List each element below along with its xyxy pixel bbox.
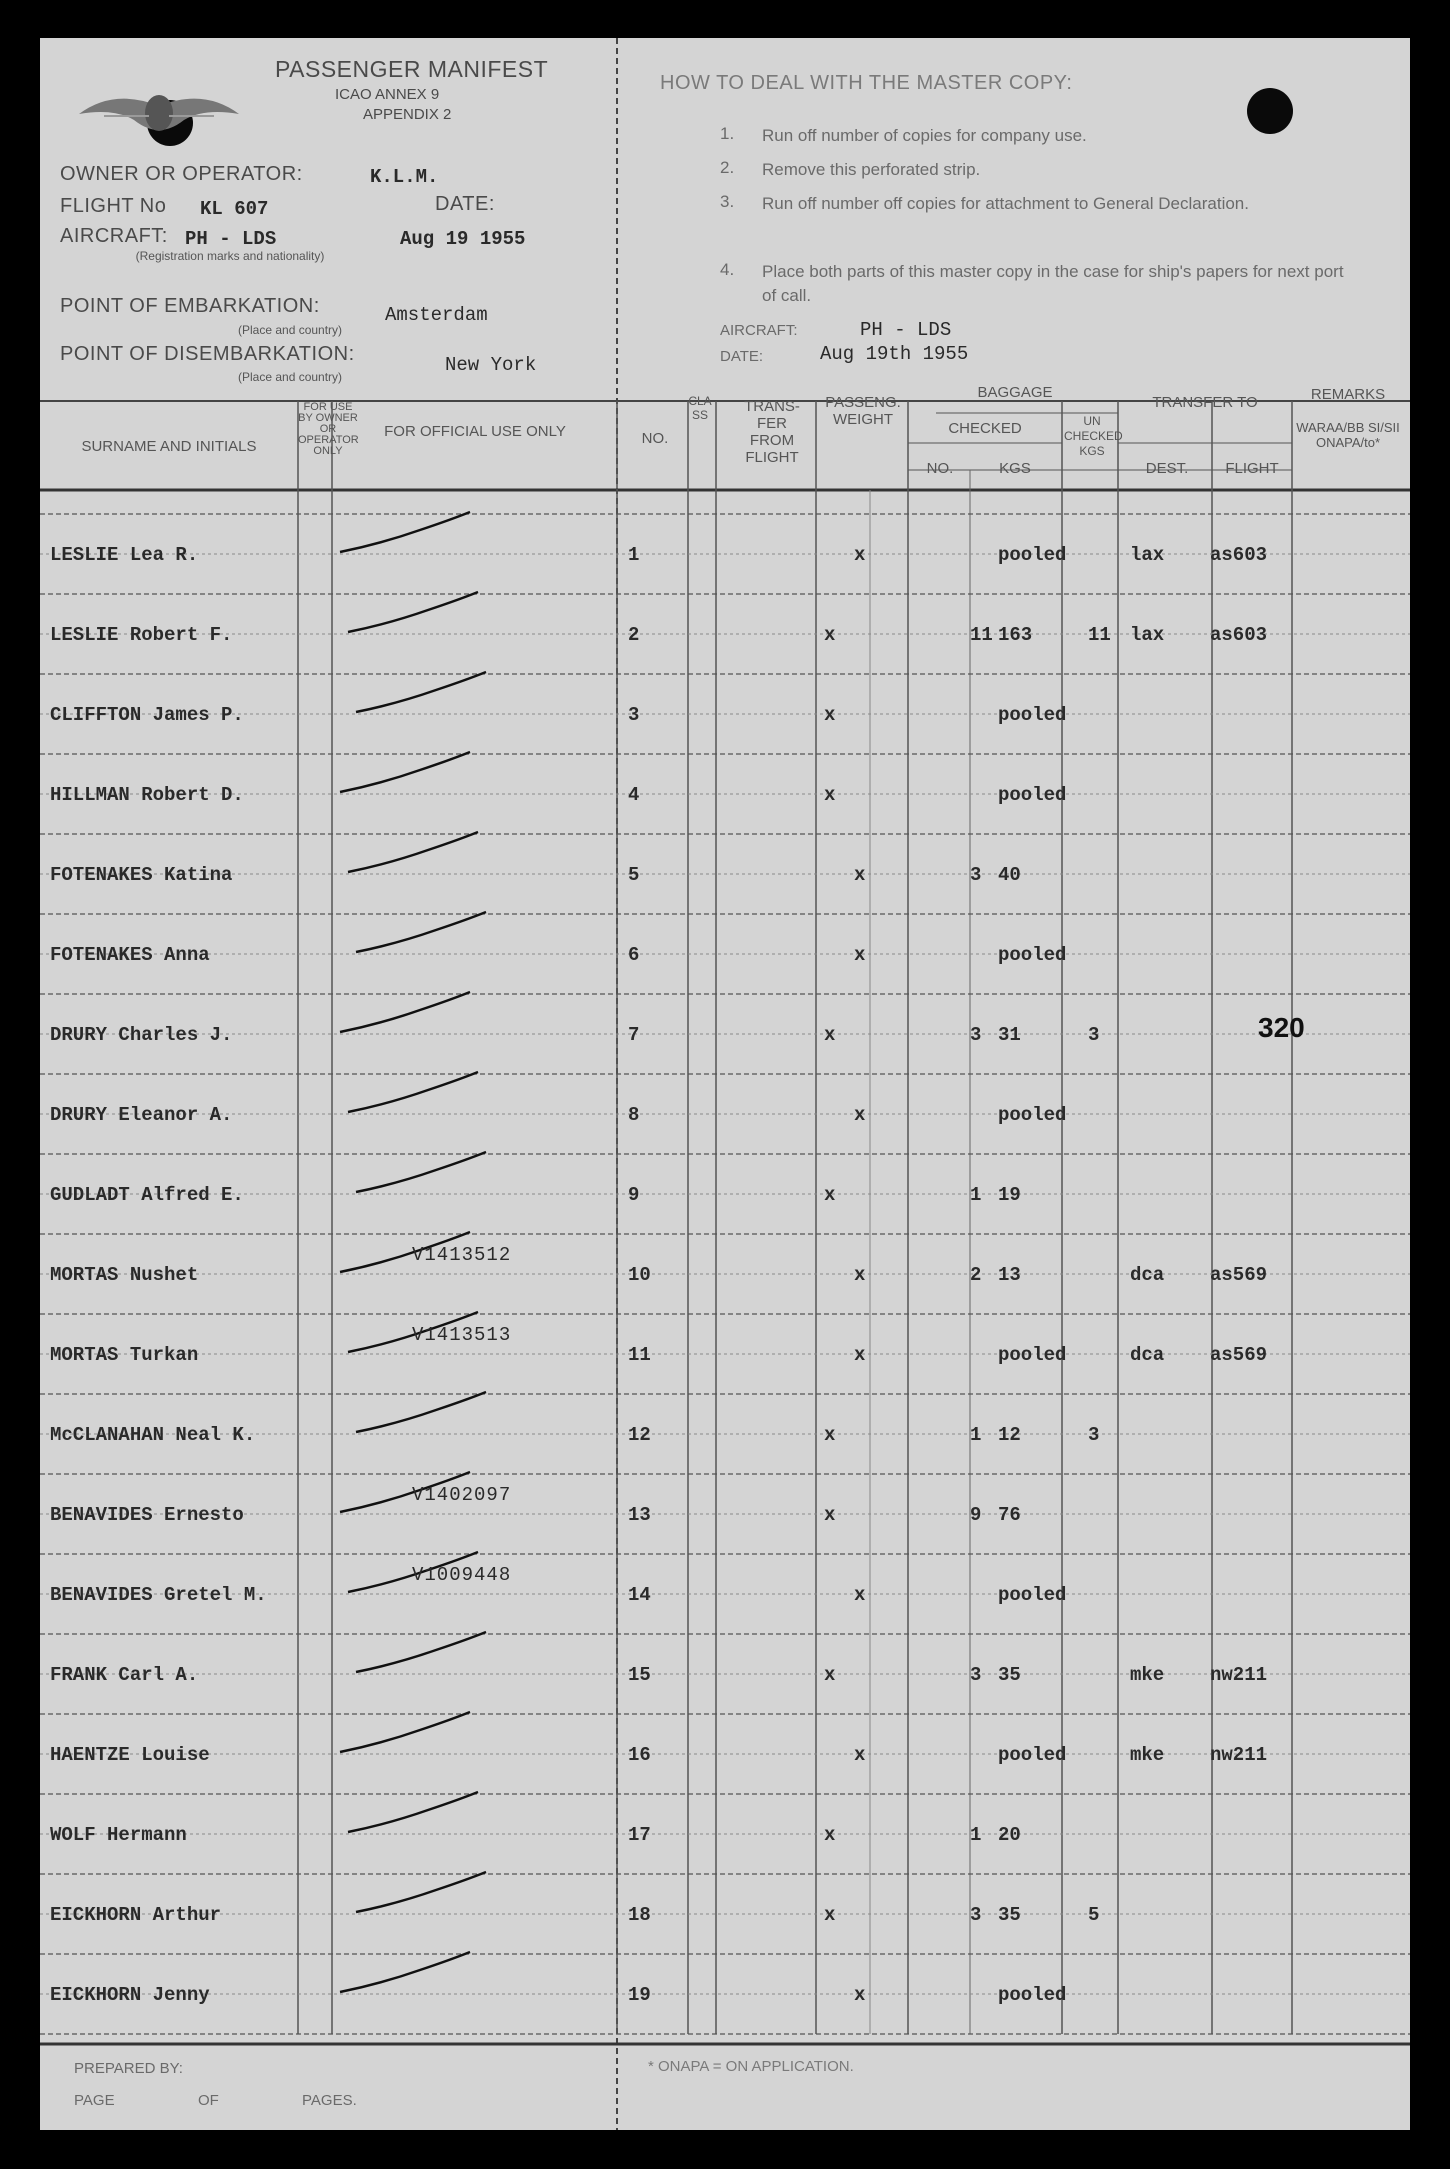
- passenger-name: BENAVIDES Gretel M.: [50, 1584, 267, 1606]
- passenger-number: 19: [628, 1984, 651, 2006]
- passenger-number: 17: [628, 1824, 651, 1846]
- baggage-count: 2: [970, 1264, 982, 1286]
- instr-aircraft-value: PH - LDS: [860, 319, 952, 341]
- passenger-number: 15: [628, 1664, 651, 1686]
- passenger-number: 3: [628, 704, 640, 726]
- unchecked-kgs: 11: [1088, 624, 1111, 646]
- instructions-title: HOW TO DEAL WITH THE MASTER COPY:: [660, 72, 1073, 94]
- passenger-number: 10: [628, 1264, 651, 1286]
- weight-mark-left: x: [824, 1504, 836, 1526]
- baggage-kgs: 13: [998, 1264, 1021, 1286]
- baggage-count: 11: [970, 624, 993, 646]
- weight-mark-left: x: [824, 1024, 836, 1046]
- table-row: [40, 834, 1410, 914]
- form-title: PASSENGER MANIFEST: [275, 56, 549, 82]
- weight-mark-right: x: [854, 864, 866, 886]
- passenger-number: 14: [628, 1584, 651, 1606]
- disembarkation-value: New York: [445, 354, 537, 376]
- baggage-kgs: pooled: [998, 1344, 1067, 1366]
- passenger-name: FOTENAKES Katina: [50, 864, 233, 886]
- baggage-count: 3: [970, 864, 982, 886]
- passenger-name: EICKHORN Arthur: [50, 1904, 222, 1926]
- passenger-name: DRURY Eleanor A.: [50, 1104, 233, 1126]
- table-row: [40, 914, 1410, 994]
- disembarkation-note: (Place and country): [238, 370, 343, 384]
- table-row: [40, 1794, 1410, 1874]
- col-remarks: REMARKS: [1310, 386, 1386, 403]
- col-owner-use: FOR USE BY OWNER OR OPERATOR ONLY: [298, 401, 359, 457]
- col-weight: PASSENG. WEIGHT: [825, 394, 901, 428]
- weight-mark-left: x: [824, 704, 836, 726]
- unchecked-kgs: 3: [1088, 1024, 1100, 1046]
- table-row: [40, 1634, 1410, 1714]
- col-unchecked: UN CHECKED KGS: [1064, 414, 1123, 458]
- instruction-number: 2.: [720, 158, 735, 177]
- passenger-name: DRURY Charles J.: [50, 1024, 233, 1046]
- table-row: [40, 514, 1410, 594]
- passenger-name: LESLIE Lea R.: [50, 544, 199, 566]
- instruction-text: Place both parts of this master copy in the case for ship's papers for next port of call.: [762, 262, 1344, 305]
- weight-mark-right: x: [854, 1584, 866, 1606]
- passenger-name: FOTENAKES Anna: [50, 944, 210, 966]
- baggage-kgs: pooled: [998, 1984, 1067, 2006]
- embarkation-note: (Place and country): [238, 323, 343, 337]
- baggage-kgs: 20: [998, 1824, 1021, 1846]
- weight-mark-right: x: [854, 1264, 866, 1286]
- transfer-flight: as569: [1210, 1264, 1268, 1286]
- baggage-kgs: pooled: [998, 704, 1067, 726]
- aircraft-note: (Registration marks and nationality): [135, 249, 325, 263]
- weight-mark-right: x: [854, 1104, 866, 1126]
- official-use-entry: V1402097: [412, 1484, 512, 1506]
- passenger-name: CLIFFTON James P.: [50, 704, 244, 726]
- instruction-number: 1.: [720, 124, 735, 143]
- baggage-kgs: 12: [998, 1424, 1021, 1446]
- passenger-number: 7: [628, 1024, 640, 1046]
- table-row: [40, 1074, 1410, 1154]
- col-class: CLASS: [688, 394, 712, 422]
- baggage-kgs: pooled: [998, 944, 1067, 966]
- weight-mark-left: x: [824, 1664, 836, 1686]
- passenger-number: 18: [628, 1904, 651, 1926]
- col-dest: DEST.: [1145, 460, 1189, 477]
- transfer-flight: as603: [1210, 624, 1268, 646]
- instr-aircraft-label: AIRCRAFT:: [720, 322, 798, 339]
- weight-mark-right: x: [854, 1744, 866, 1766]
- col-bag-no: NO.: [926, 460, 954, 477]
- unchecked-kgs: 5: [1088, 1904, 1100, 1926]
- col-flight: FLIGHT: [1225, 460, 1279, 477]
- weight-mark-right: x: [854, 1344, 866, 1366]
- aircraft-value: PH - LDS: [185, 228, 277, 250]
- passenger-number: 5: [628, 864, 640, 886]
- official-use-entry: V1413512: [412, 1244, 512, 1266]
- weight-mark-left: x: [824, 784, 836, 806]
- baggage-kgs: 35: [998, 1664, 1021, 1686]
- table-row: [40, 754, 1410, 834]
- passenger-name: LESLIE Robert F.: [50, 624, 233, 646]
- baggage-kgs: pooled: [998, 1104, 1067, 1126]
- baggage-count: 3: [970, 1024, 982, 1046]
- passenger-name: HAENTZE Louise: [50, 1744, 210, 1766]
- transfer-flight: as603: [1210, 544, 1268, 566]
- weight-mark-left: x: [824, 1904, 836, 1926]
- passenger-number: 6: [628, 944, 640, 966]
- baggage-count: 3: [970, 1904, 982, 1926]
- instruction-number: 4.: [720, 260, 735, 279]
- transfer-flight: nw211: [1210, 1664, 1268, 1686]
- embarkation-label: POINT OF EMBARKATION:: [60, 295, 320, 317]
- passenger-name: McCLANAHAN Neal K.: [50, 1424, 256, 1446]
- col-no: NO.: [641, 430, 669, 447]
- col-baggage: BAGGAGE: [977, 384, 1053, 401]
- instruction-text: Remove this perforated strip.: [762, 160, 981, 179]
- passenger-name: WOLF Hermann: [50, 1824, 187, 1846]
- baggage-kgs: pooled: [998, 1744, 1067, 1766]
- aircraft-label: AIRCRAFT:: [60, 225, 168, 247]
- weight-mark-right: x: [854, 544, 866, 566]
- transfer-dest: lax: [1130, 624, 1165, 646]
- instr-date-label: DATE:: [720, 348, 764, 365]
- form-annex: ICAO ANNEX 9: [335, 86, 440, 103]
- owner-value: K.L.M.: [370, 166, 439, 188]
- instruction-text: Run off number of copies for company use.: [762, 126, 1087, 145]
- pages-label: PAGES.: [302, 2092, 357, 2109]
- passenger-number: 9: [628, 1184, 640, 1206]
- disembarkation-label: POINT OF DISEMBARKATION:: [60, 343, 355, 365]
- table-row: [40, 1714, 1410, 1794]
- passenger-name: GUDLADT Alfred E.: [50, 1184, 244, 1206]
- transfer-dest: dca: [1130, 1264, 1165, 1286]
- weight-mark-left: x: [824, 624, 836, 646]
- flight-value: KL 607: [200, 198, 269, 220]
- weight-mark-right: x: [854, 944, 866, 966]
- col-transfer-from: TRANS- FER FROM FLIGHT: [744, 398, 800, 466]
- date-value: Aug 19 1955: [400, 228, 526, 250]
- instruction-text: Run off number off copies for attachment to General Declaration.: [762, 194, 1249, 213]
- baggage-count: 1: [970, 1424, 982, 1446]
- baggage-count: 1: [970, 1824, 982, 1846]
- weight-mark-left: x: [824, 1424, 836, 1446]
- embarkation-value: Amsterdam: [385, 304, 488, 326]
- flight-label: FLIGHT No: [60, 195, 167, 217]
- baggage-count: 3: [970, 1664, 982, 1686]
- passenger-number: 2: [628, 624, 640, 646]
- passenger-number: 12: [628, 1424, 651, 1446]
- table-row: [40, 1874, 1410, 1954]
- weight-mark-right: x: [854, 1984, 866, 2006]
- page-label: PAGE: [74, 2092, 115, 2109]
- baggage-kgs: 163: [998, 624, 1033, 646]
- table-row: [40, 674, 1410, 754]
- passenger-number: 13: [628, 1504, 651, 1526]
- form-appendix: APPENDIX 2: [363, 106, 452, 123]
- passenger-name: MORTAS Nushet: [50, 1264, 199, 1286]
- table-row: [40, 1554, 1410, 1634]
- baggage-kgs: pooled: [998, 544, 1067, 566]
- baggage-count: 1: [970, 1184, 982, 1206]
- table-row: [40, 1314, 1410, 1394]
- col-transfer-to: TRANSFER TO: [1152, 394, 1258, 411]
- baggage-kgs: 19: [998, 1184, 1021, 1206]
- col-bag-kgs: KGS: [999, 460, 1031, 477]
- table-row: [40, 1154, 1410, 1234]
- baggage-count: 9: [970, 1504, 982, 1526]
- col-checked: CHECKED: [948, 420, 1022, 437]
- weight-mark-left: x: [824, 1824, 836, 1846]
- passenger-name: FRANK Carl A.: [50, 1664, 199, 1686]
- passenger-name: BENAVIDES Ernesto: [50, 1504, 244, 1526]
- prepared-by-label: PREPARED BY:: [74, 2060, 183, 2077]
- instruction-number: 3.: [720, 192, 735, 211]
- transfer-dest: dca: [1130, 1344, 1165, 1366]
- table-row: [40, 1474, 1410, 1554]
- weight-mark-left: x: [824, 1184, 836, 1206]
- passenger-number: 4: [628, 784, 640, 806]
- baggage-kgs: 31: [998, 1024, 1021, 1046]
- passenger-name: EICKHORN Jenny: [50, 1984, 210, 2006]
- date-label: DATE:: [435, 193, 495, 215]
- col-official: FOR OFFICIAL USE ONLY: [384, 423, 566, 440]
- onapa-note: * ONAPA = ON APPLICATION.: [648, 2058, 854, 2075]
- col-surname: SURNAME AND INITIALS: [81, 438, 257, 455]
- owner-label: OWNER OR OPERATOR:: [60, 163, 303, 185]
- transfer-dest: mke: [1130, 1664, 1165, 1686]
- instr-date-value: Aug 19th 1955: [820, 343, 969, 365]
- baggage-kgs: pooled: [998, 784, 1067, 806]
- transfer-flight: nw211: [1210, 1744, 1268, 1766]
- baggage-kgs: 76: [998, 1504, 1021, 1526]
- airline-logo: [74, 80, 244, 150]
- transfer-flight: as569: [1210, 1344, 1268, 1366]
- unchecked-kgs: 3: [1088, 1424, 1100, 1446]
- passenger-number: 8: [628, 1104, 640, 1126]
- passenger-number: 16: [628, 1744, 651, 1766]
- official-use-entry: V1009448: [412, 1564, 512, 1586]
- of-label: OF: [198, 2092, 219, 2109]
- passenger-name: MORTAS Turkan: [50, 1344, 199, 1366]
- passenger-number: 1: [628, 544, 640, 566]
- manifest-sheet: [40, 38, 1410, 2130]
- col-remarks-sub: WARAA/BB SI/SII ONAPA/to*: [1296, 420, 1400, 450]
- passenger-name: HILLMAN Robert D.: [50, 784, 244, 806]
- table-row: [40, 1234, 1410, 1314]
- transfer-dest: mke: [1130, 1744, 1165, 1766]
- passenger-number: 11: [628, 1344, 651, 1366]
- baggage-kgs: 35: [998, 1904, 1021, 1926]
- table-row: [40, 594, 1410, 674]
- baggage-kgs: 40: [998, 864, 1021, 886]
- remark-entry: 320: [1258, 1012, 1305, 1043]
- official-use-entry: V1413513: [412, 1324, 512, 1346]
- table-row: [40, 1954, 1410, 2034]
- transfer-dest: lax: [1130, 544, 1165, 566]
- table-row: [40, 1394, 1410, 1474]
- table-row: [40, 994, 1410, 1074]
- baggage-kgs: pooled: [998, 1584, 1067, 1606]
